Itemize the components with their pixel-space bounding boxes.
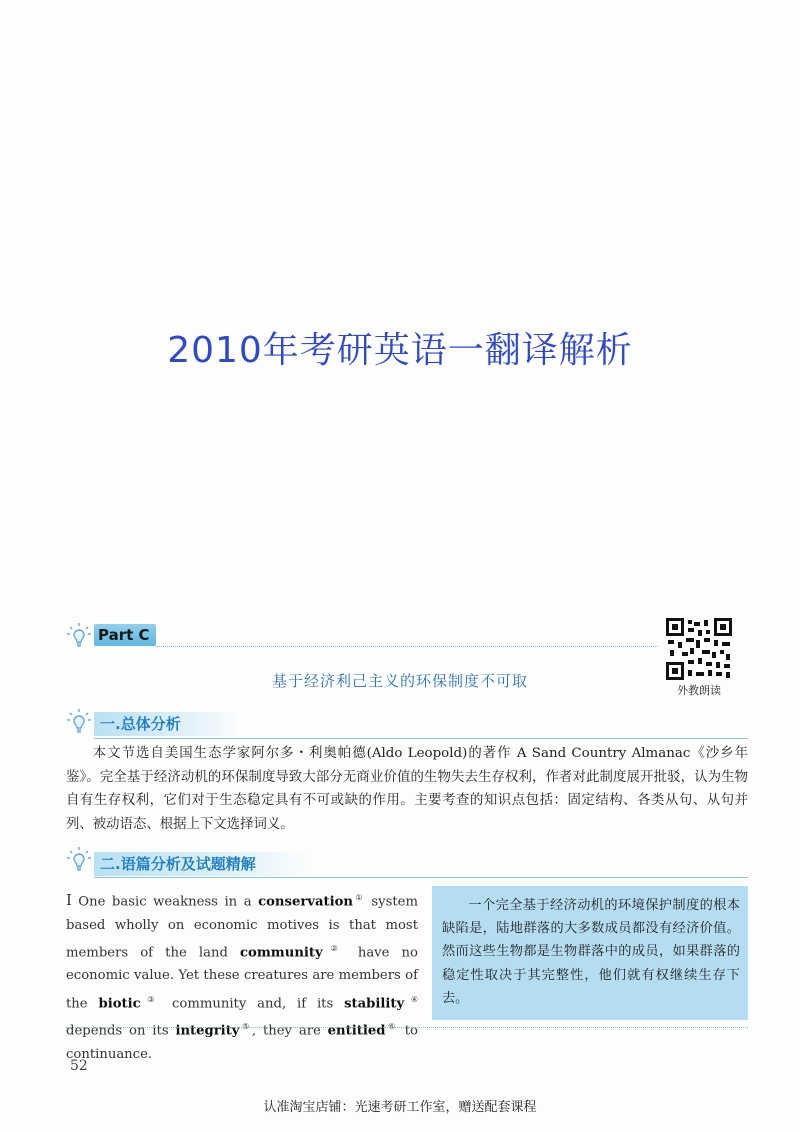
- keyword: community: [240, 945, 323, 961]
- passage-text: to continuance.: [66, 1023, 418, 1062]
- lightbulb-icon: [66, 708, 92, 736]
- english-passage: [66, 886, 418, 1066]
- passage-text: One basic weakness in a: [78, 894, 259, 910]
- passage-text: have no economic value. Yet these creatures are members of the: [66, 945, 418, 1011]
- footer-notice: 认准淘宝店铺：光速考研工作室，赠送配套课程: [263, 1100, 537, 1115]
- passage-text: , they are: [251, 1023, 328, 1039]
- keyword: entitled: [327, 1023, 386, 1039]
- keyword: conservation: [258, 894, 353, 910]
- document-title: 2010年考研英语一翻译解析: [167, 330, 633, 371]
- passage-text: depends on its: [66, 1023, 176, 1039]
- keyword: integrity: [175, 1023, 240, 1039]
- section-divider: [94, 738, 748, 739]
- passage-subtitle: 基于经济利己主义的环保制度不可取: [271, 672, 528, 690]
- footnote-marker: ②: [322, 943, 346, 953]
- part-c-label: Part C: [94, 624, 156, 646]
- lightbulb-icon: [66, 622, 92, 650]
- translation-box: [432, 886, 748, 1020]
- footnote-marker: ⑥: [385, 1022, 398, 1032]
- keyword: biotic: [98, 995, 141, 1011]
- section-divider: [94, 877, 748, 878]
- overview-paragraph: 本文节选自美国生态学家阿尔多・利奥帕德(Aldo Leopold)的著作 A Sand Country Almanac《沙乡年鉴》。完全基于经济动机的环保制度导致大部分无商业价值的生物失去生存权利，作者对此制度展开批驳，认为生物自有生存权利，它们对于生态稳定具有不可或缺的作用。主要考查的知识点包括：固定结构、各类从句、从句并列、被动语态、根据上下文选择词义。: [66, 746, 748, 832]
- paragraph-number: Ⅰ: [66, 891, 75, 910]
- footnote-marker: ④: [404, 994, 419, 1004]
- lightbulb-icon: [66, 846, 92, 874]
- page-number: 52: [70, 1058, 88, 1074]
- footnote-marker: ③: [140, 994, 162, 1004]
- keyword: stability: [344, 995, 405, 1011]
- section-title-analysis: 二.语篇分析及试题精解: [94, 852, 310, 876]
- footnote-marker: ①: [352, 893, 365, 902]
- passage-text: system based wholly on economic motives is that most members of the land: [66, 894, 418, 961]
- qr-caption: 外教朗读: [677, 684, 721, 697]
- section-title-overview: 一.总体分析: [94, 712, 240, 736]
- bottom-divider: [66, 1027, 748, 1028]
- passage-text: community and, if its: [161, 995, 345, 1011]
- part-divider: [156, 646, 658, 647]
- footnote-marker: ⑤: [239, 1022, 252, 1032]
- translation-text: 一个完全基于经济动机的环境保护制度的根本缺陷是，陆地群落的大多数成员都没有经济价值。然而这些生物都是生物群落中的成员，如果群落的稳定性取决于其完整性，他们就有权继续生存下去。: [442, 898, 740, 1006]
